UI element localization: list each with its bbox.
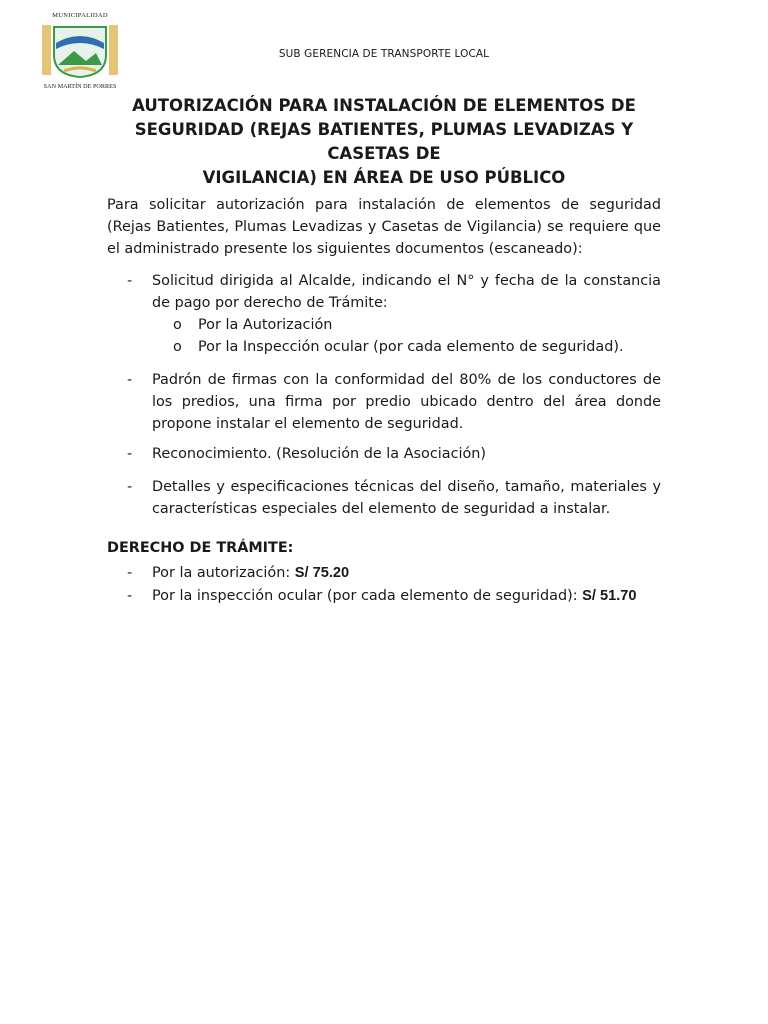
sub-item: [173, 314, 661, 336]
fee-item: [107, 562, 349, 584]
fee-label: Por la inspección ocular (por cada elemento de seguridad):: [152, 588, 578, 604]
sub-item-text: Por la Autorización: [198, 317, 333, 333]
requirement-text: Solicitud dirigida al Alcalde, indicando el N° y fecha de la constancia de pago por derecho de Trámite:: [152, 273, 661, 311]
fees-heading: DERECHO DE TRÁMITE:: [107, 540, 294, 556]
fee-amount: S/ 51.70: [582, 588, 637, 604]
logo-top-text: MUNICIPALIDAD: [52, 12, 108, 19]
dash-bullet: -: [127, 588, 133, 604]
requirement-text: Reconocimiento. (Resolución de la Asociación): [152, 446, 487, 462]
requirement-item: [107, 476, 661, 520]
fee-item: [107, 585, 637, 607]
requirement-item: [107, 443, 661, 465]
intro-paragraph: Para solicitar autorización para instalación de elementos de seguridad (Rejas Batientes, Plumas Levadizas y Casetas de Vigilancia) se requiere que el administrado presente los siguientes documentos (escaneado):: [107, 197, 661, 257]
dash-bullet: -: [127, 273, 133, 289]
dash-bullet: -: [127, 446, 133, 462]
title-line-2: SEGURIDAD (REJAS BATIENTES, PLUMAS LEVADIZAS Y CASETAS DE: [134, 120, 634, 163]
requirement-text: Padrón de firmas con la conformidad del 80% de los conductores de los predios, una firma por predio ubicado dentro del área donde propone instalar el elemento de seguridad.: [152, 372, 661, 432]
circle-bullet: o: [173, 317, 182, 333]
dash-bullet: -: [127, 565, 133, 581]
fee-amount: S/ 75.20: [294, 565, 350, 581]
office-header: SUB GERENCIA DE TRANSPORTE LOCAL: [278, 48, 490, 60]
requirement-item: [107, 270, 661, 358]
requirement-item: [107, 369, 661, 435]
circle-bullet: o: [173, 339, 182, 355]
title-line-3: VIGILANCIA) EN ÁREA DE USO PÚBLICO: [202, 168, 566, 187]
dash-bullet: -: [127, 479, 133, 495]
requirement-text: Detalles y especificaciones técnicas del diseño, tamaño, materiales y características especiales del elemento de seguridad a instalar.: [152, 479, 661, 517]
sub-item-text: Por la Inspección ocular (por cada elemento de seguridad).: [198, 339, 624, 355]
title-line-1: AUTORIZACIÓN PARA INSTALACIÓN DE ELEMENTOS DE: [132, 96, 636, 115]
document-title: [96, 94, 672, 190]
fee-label: Por la autorización:: [152, 565, 291, 581]
dash-bullet: -: [127, 372, 133, 388]
logo-bottom-text: SAN MARTÍN DE PORRES: [43, 83, 117, 90]
sub-item: [173, 336, 661, 358]
